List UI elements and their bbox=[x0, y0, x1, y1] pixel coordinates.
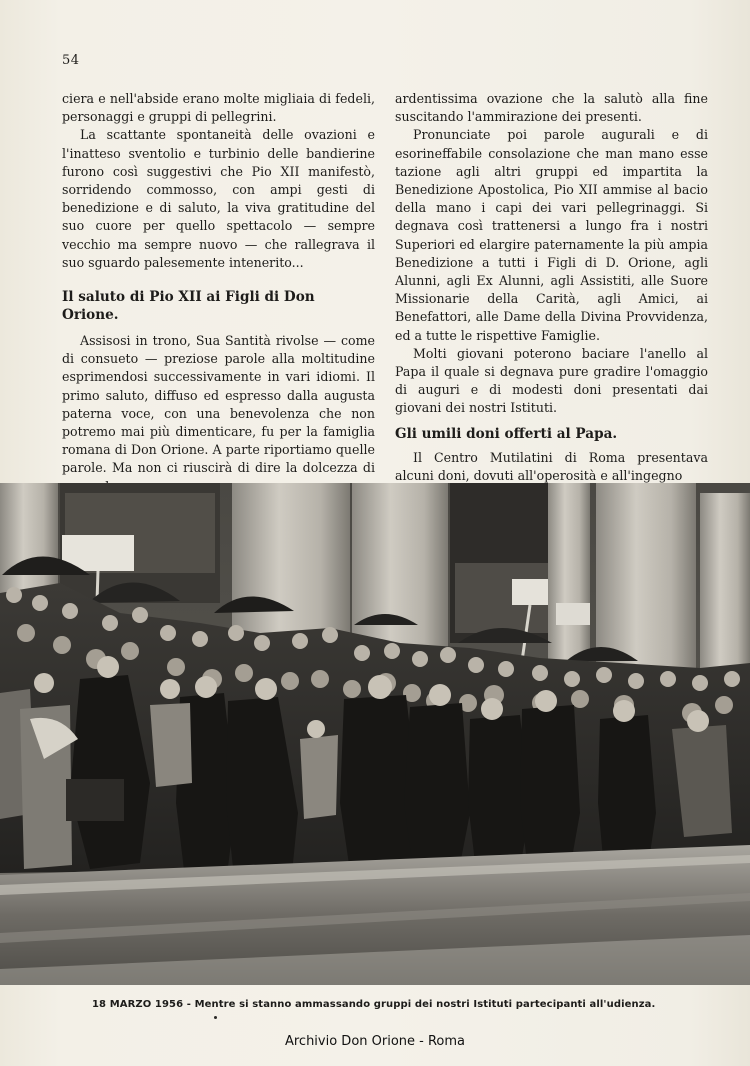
photo-illustration bbox=[0, 483, 750, 985]
left-text-column bbox=[62, 90, 375, 496]
caption-text: - Mentre si stanno ammassando gruppi dei nostri Istituti partecipanti all'udienza. bbox=[183, 999, 656, 1010]
section-heading-doni: Gli umili doni offerti al Papa. bbox=[395, 425, 618, 442]
left-paragraph-3: Assisosi in trono, Sua Santità rivolse — come di consueto — preziose parole alla moltitudine esprimendosi successivamente in vari idiomi. Il primo saluto, diffuso ed espresso dalla augusta paterna voce, con una benevolenza che non potremo mai più dimenticare, fu per la famiglia romana di Don Orione. A parte riportiamo quelle parole. Ma non ci riuscirà di dire la dolcezza di bbox=[62, 333, 375, 476]
page-number: 54 bbox=[62, 53, 80, 68]
right-paragraph-4: Il Centro Mutilatini di Roma presentava alcuni doni, dovuti all'operosità e all'ingegno bbox=[395, 449, 708, 483]
photo-caption bbox=[92, 999, 732, 1010]
archive-footer: Archivio Don Orione - Roma bbox=[284, 1034, 466, 1049]
right-text-column bbox=[395, 90, 708, 485]
left-paragraph-2: La scattante spontaneità delle ovazioni e l'inatteso sventolio e turbinio delle bandierine furono così suggestivi che Pio XII manifestò, sorridendo commosso, con ampi gesti di benedizione e di saluto, la viva gratitudine del suo cuore per quello spettacolo — sempre vecchio ma sempre nuovo — che rallegrava il suo sguardo palesemente intenerito... bbox=[62, 127, 375, 270]
right-paragraph-2: Pronunciate poi parole augurali e di esorineffabile consolazione che man mano esse tazione agli altri gruppi ed impartita la Benedizione Apostolica, Pio XII ammise al bacio della mano i capi dei vari pellegrinaggi. Si degnava così trattenersi a lungo fra i nostri Superiori ed elargire paternamente la più ampia Benedizione a tutti i Figli di D. Orione, agli Alunni, agli Ex Alunni, agli Assistiti, alle Suore Missionarie della Carità, agli Amici, ai Benefattori, alle Dame della Divina Provvidenza, ed a tutte le rispettive Famiglie. bbox=[395, 127, 708, 343]
crowd-photograph bbox=[0, 483, 750, 985]
caption-dot-mark bbox=[214, 1016, 217, 1019]
caption-date: 18 MARZO 1956 bbox=[92, 999, 184, 1010]
left-paragraph-1: ciera e nell'abside erano molte migliaia di fedeli, personaggi e gruppi di pellegrini. bbox=[62, 91, 375, 125]
right-paragraph-3: Molti giovani poterono baciare l'anello al Papa il quale si degnava pure gradire l'omaggio di auguri e di modesti doni presentati dai giovani dei nostri Istituti. bbox=[395, 345, 708, 416]
section-heading-saluto: Il saluto di Pio XII ai Figli di Don Orione. bbox=[62, 289, 315, 324]
right-paragraph-1: ardentissima ovazione che la salutò alla fine suscitando l'ammirazione dei presenti. bbox=[395, 91, 708, 125]
